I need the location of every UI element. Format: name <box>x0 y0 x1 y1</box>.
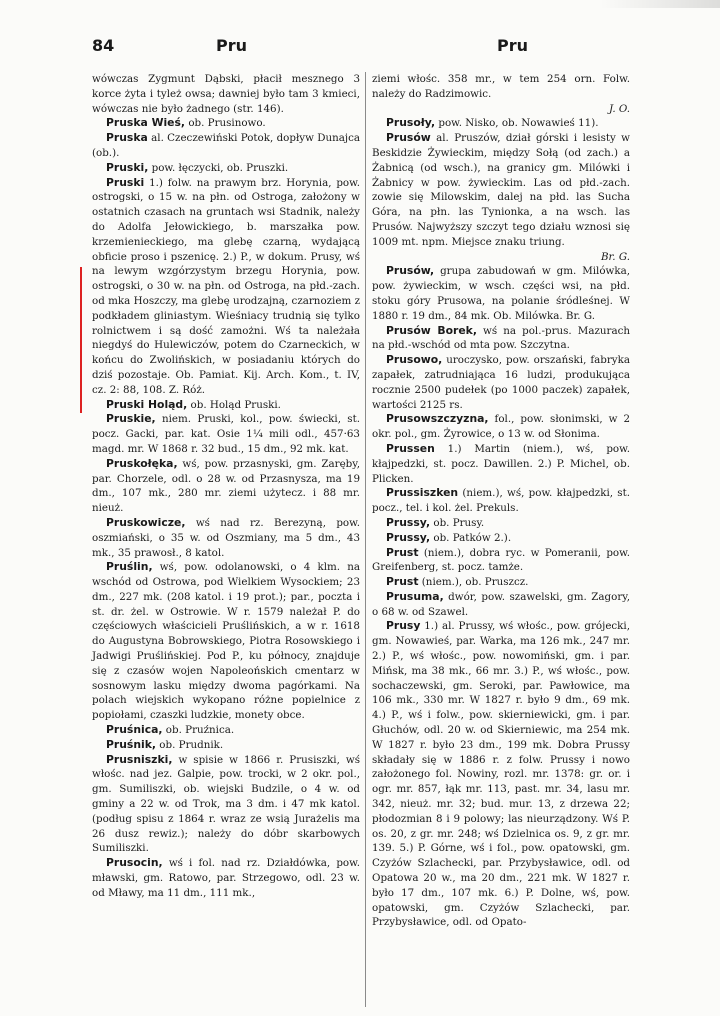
dictionary-entry <box>372 575 630 590</box>
entry-text: niem. Pruski, kol., pow. świecki, st. pocz. Gacki, par. kat. Osie 1¼ mili odl., 457·63 magd. mr. W 1868 r. 32 bud., 15 dm., 92 mk. kat. <box>92 413 360 455</box>
dictionary-entry <box>92 161 360 176</box>
entry-text: 1.) folw. na prawym brz. Horynia, pow. ostrogski, o 15 w. na płn. od Ostroga, założony w ostatnich czasach na gruntach wsi Stadnik, należy do Adolfa Jełowickiego, b. marszałka pow. krzemienieckiego, ma glebę czarną, wydającą obficie proso i pszenicę. 2.) P., w dokum. Prusy, wś na lewym wzgórzystym brzegu Horynia, pow. ostrogski, o 30 w. na płn. od Ostroga, na płd.-zach. od mka Hoszczy, ma glebę urodzajną, czarnoziem z podkładem gliniastym. Wieśniacy trudnią się tylko rolnictwem i są dość zamożni. Wś ta należała niegdyś do Hulewiczów, potem do Czarneckich, w końcu do Zwolińskich, w posiadaniu których do dziś pozostaje. Ob. Pamiat. Kij. Arch. Kom., t. IV, cz. 2: 88, 108. Z. Róż. <box>92 176 360 396</box>
entry-text: wś, pow. przasnyski, gm. Zaręby, par. Chorzele, odl. o 28 w. od Przasnysza, ma 19 dm., 107 mk., 280 mr. ziemi użytecz. i 88 mr. nieuż. <box>92 457 360 515</box>
entry-text: wś i fol. nad rz. Działdówka, pow. mławski, gm. Ratowo, par. Strzegowo, odl. 23 w. od Mławy, ma 11 dm., 111 mk., <box>92 857 360 899</box>
entry-headword: Prussen <box>386 441 435 455</box>
entry-headword: Prusów, <box>386 264 435 278</box>
column-divider <box>365 72 366 1007</box>
entry-headword: Pruski Holąd, <box>106 397 188 411</box>
dictionary-entry <box>372 546 630 576</box>
entry-headword: Prussiszken <box>386 486 459 500</box>
entry-text: uroczysko, pow. orszański, fabryka zapałek, zatrudniająca 16 ludzi, produkująca rocznie 2500 pudełek (po 1000 paczek) zapałek, wartości 2125 rs. <box>372 354 630 411</box>
dictionary-entry <box>372 72 630 116</box>
dictionary-entry <box>372 516 630 531</box>
running-head-left: Pru <box>216 36 248 55</box>
entry-headword: Pruśnica, <box>106 723 163 737</box>
entry-headword: Prusów Borek, <box>386 323 477 337</box>
dictionary-entry <box>372 486 630 516</box>
dictionary-entry <box>372 619 630 930</box>
dictionary-entry <box>372 116 630 131</box>
entry-headword: Pruski <box>106 175 145 189</box>
entry-headword: Pruskie, <box>106 412 156 426</box>
entry-headword: Prusniszki, <box>106 752 173 766</box>
dictionary-entry <box>92 116 360 131</box>
entry-text: wówczas Zygmunt Dąbski, płacił mesznego 3 korce żyta i tyleż owsa; dawniej było tam 3 kmieci, wówczas nie było żadnego (str. 146). <box>92 73 360 115</box>
entry-headword: Prust <box>386 575 419 589</box>
entry-text: ob. Prudnik. <box>156 738 224 751</box>
dictionary-entry <box>372 264 630 323</box>
scan-edge-shadow <box>600 0 720 8</box>
dictionary-entry <box>372 324 630 354</box>
entry-headword: Pruska <box>106 131 148 145</box>
entry-text: ob. Pruźnica. <box>162 724 235 737</box>
entry-headword: Prust <box>386 545 419 559</box>
entry-headword: Prussy, <box>386 530 431 544</box>
entry-headword: Prusy <box>386 619 421 633</box>
entry-text: grupa zabudowań w gm. Milówka, pow. żywieckim, w wsch. części wsi, na płd. stoku góry Prusowa, na polanie śródleśnej. W 1880 r. 19 dm., 84 mk. Ob. Milówka. Br. G. <box>372 265 630 322</box>
entry-text: wś, pow. odolanowski, o 4 klm. na wschód od Ostrowa, pod Wielkiem Wysockiem; 23 dm., 227 mk. (208 katol. i 19 prot.); par., poczta i st. dr. żel. w Ostrowie. W r. 1579 należał P. do częściowych właścicieli Pruślińskich, a w r. 1618 do Augustyna Bobrowskiego, Piotra Rosowskiego i Jadwigi Pruślińskiej. Pod P., ku północy, znajduje się z czasów wojen Napoleońskich cmentarz w sosnowym lasku między dwoma pagórkami. Na polach wiejskich wykopano różne popielnice z popiołami, czaszki ludzkie, monety obce. <box>92 561 360 722</box>
entry-text: dwór, pow. szawelski, gm. Zagory, o 68 w. od Szawel. <box>372 590 630 618</box>
entry-text: (niem.), wś, pow. kłajpedzki, st. pocz., tel. i kol. żel. Prekuls. <box>372 487 630 515</box>
entry-headword: Pruślin, <box>106 560 153 574</box>
entry-text: al. Czeczewiński Potok, dopływ Dunajca (ob.). <box>92 132 360 159</box>
entry-text: fol., pow. słonimski, w 2 okr. pol., gm. Żyrowice, o 13 w. od Słonima. <box>372 413 630 441</box>
dictionary-entry <box>92 131 360 161</box>
author-signature: Br. G. <box>600 250 630 263</box>
entry-headword: Pruska Wieś, <box>106 116 186 130</box>
dictionary-entry <box>92 560 360 723</box>
dictionary-entry <box>372 590 630 620</box>
entry-text: 1.) al. Prussy, wś włośc., pow. grójecki, gm. Nowawieś, par. Warka, ma 126 mk., 247 mr. 2.) P., wś włośc., pow. nowomiński, gm. i par. Mińsk, ma 38 mk., 66 mr. 3.) P., wś włośc., pow. sochaczewski, gm. Seroki, par. Pawłowice, ma 106 mk., 330 mr. W 1827 r. było 9 dm., 69 mk. 4.) P., wś i folw., pow. skierniewicki, gm. i par. Głuchów, odl. 20 w. od Skierniewic, ma 254 mk. W 1827 r. było 23 dm., 199 mk. Dobra Prussy składały się w 1886 r. z folw. Prussy i nowo założonego fol. Nowiny, rozl. mr. 1378: gr. or. i ogr. mr. 857, łąk mr. 113, past. mr. 34, lasu mr. 342, nieuż. mr. 32; bud. mur. 13, z drzewa 22; płodozmian 8 i 9 polowy; las nieurządzony. Wś P. os. 20, z gr. mr. 248; wś Dzielnica os. 9, z gr. mr. 139. 5.) P. Górne, wś i fol., pow. opatowski, gm. Czyżów Szlachecki, par. Przybysławice, odl. od Opatowa 20 w., ma 20 dm., 221 mk. W 1827 r. było 17 dm., 107 mk. 6.) P. Dolne, wś, pow. opatowski, gm. Czyżów Szlachecki, par. Przybysławice, odl. od Opato- <box>372 620 630 929</box>
entry-text: w spisie w 1866 r. Prusiszki, wś włośc. nad jez. Galpie, pow. trocki, w 2 okr. pol., gm. Sumiliszki, ob. wiejski Budzile, o 4 w. od gminy a 22 w. od Trok, ma 3 dm. i 47 mk katol. (podług spisu z 1864 r. wraz ze wsią Jurażelis ma 26 dusz rewiz.); należy do dóbr skarbowych Sumiliszki. <box>92 753 360 855</box>
dictionary-entry <box>372 353 630 412</box>
page-number: 84 <box>92 36 115 55</box>
entry-text: ob. Holąd Pruski. <box>187 398 281 411</box>
dictionary-entry <box>92 176 360 398</box>
dictionary-entry <box>92 457 360 516</box>
dictionary-entry <box>92 72 360 116</box>
entry-headword: Pruski, <box>106 160 149 174</box>
entry-text: 1.) Martin (niem.), wś, pow. kłajpedzki, st. pocz. Dawillen. 2.) P. Michel, ob. Plicken. <box>372 442 630 485</box>
entry-text: (niem.), ob. Pruszcz. <box>418 576 529 589</box>
entry-headword: Prussy, <box>386 515 431 529</box>
entry-headword: Prusowo, <box>386 353 443 367</box>
entry-text: pow. łęczycki, ob. Pruszki. <box>148 161 289 174</box>
author-signature: J. O. <box>609 102 630 115</box>
right-column <box>372 72 630 930</box>
dictionary-entry <box>92 738 360 753</box>
entry-headword: Prusowszczyzna, <box>386 412 489 426</box>
running-head-right: Pru <box>497 36 529 55</box>
entry-text: pow. Nisko, ob. Nowawieś 11). <box>435 117 599 130</box>
entry-headword: Prusocin, <box>106 856 163 870</box>
dictionary-entry <box>92 856 360 900</box>
entry-headword: Pruskowicze, <box>106 515 186 529</box>
dictionary-entry <box>92 753 360 857</box>
entry-text: ziemi włośc. 358 mr., w tem 254 orn. Folw. należy do Radzimowic. <box>372 73 630 100</box>
entry-text: ob. Prusinowo. <box>185 117 266 130</box>
entry-text: ob. Patków 2.). <box>430 531 512 544</box>
dictionary-entry <box>92 412 360 456</box>
dictionary-entry <box>372 531 630 546</box>
dictionary-entry <box>372 442 630 486</box>
entry-text: (niem.), dobra ryc. w Pomeranii, pow. Greifenberg, st. pocz. tamże. <box>372 546 630 574</box>
margin-red-mark <box>80 267 82 413</box>
dictionary-entry <box>92 516 360 560</box>
entry-text: al. Pruszów, dział górski i lesisty w Beskidzie Żywieckim, między Sołą (od zach.) a Żabnicą (od wsch.), na granicy gm. Milówki i Żabnicy w pow. żywieckim. Las od płd.-zach. zowie się Milowskim, dalej na płd. las Sucha Góra, na płn. las Tynionka, a na wsch. las Prusów. Najwyższy szczyt tego działu wznosi się 1009 mt. npm. Miejsce znaku triung. <box>372 132 630 248</box>
left-column <box>92 72 360 901</box>
dictionary-entry <box>372 131 630 264</box>
dictionary-entry <box>372 412 630 442</box>
entry-text: ob. Prusy. <box>430 516 485 529</box>
entry-headword: Pruśnik, <box>106 737 157 751</box>
entry-headword: Pruskołęka, <box>106 456 178 470</box>
entry-text: wś na pol.-prus. Mazurach na płd.-wschód od mta pow. Szczytna. <box>372 324 630 352</box>
entry-headword: Prusów <box>386 131 431 145</box>
entry-headword: Prusuma, <box>386 589 444 603</box>
dictionary-entry <box>92 723 360 738</box>
entry-text: wś nad rz. Berezyną, pow. oszmiański, o 35 w. od Oszmiany, ma 5 dm., 43 mk., 35 prawosł., 8 katol. <box>92 516 360 559</box>
dictionary-entry <box>92 398 360 413</box>
entry-headword: Prusoły, <box>386 116 436 130</box>
